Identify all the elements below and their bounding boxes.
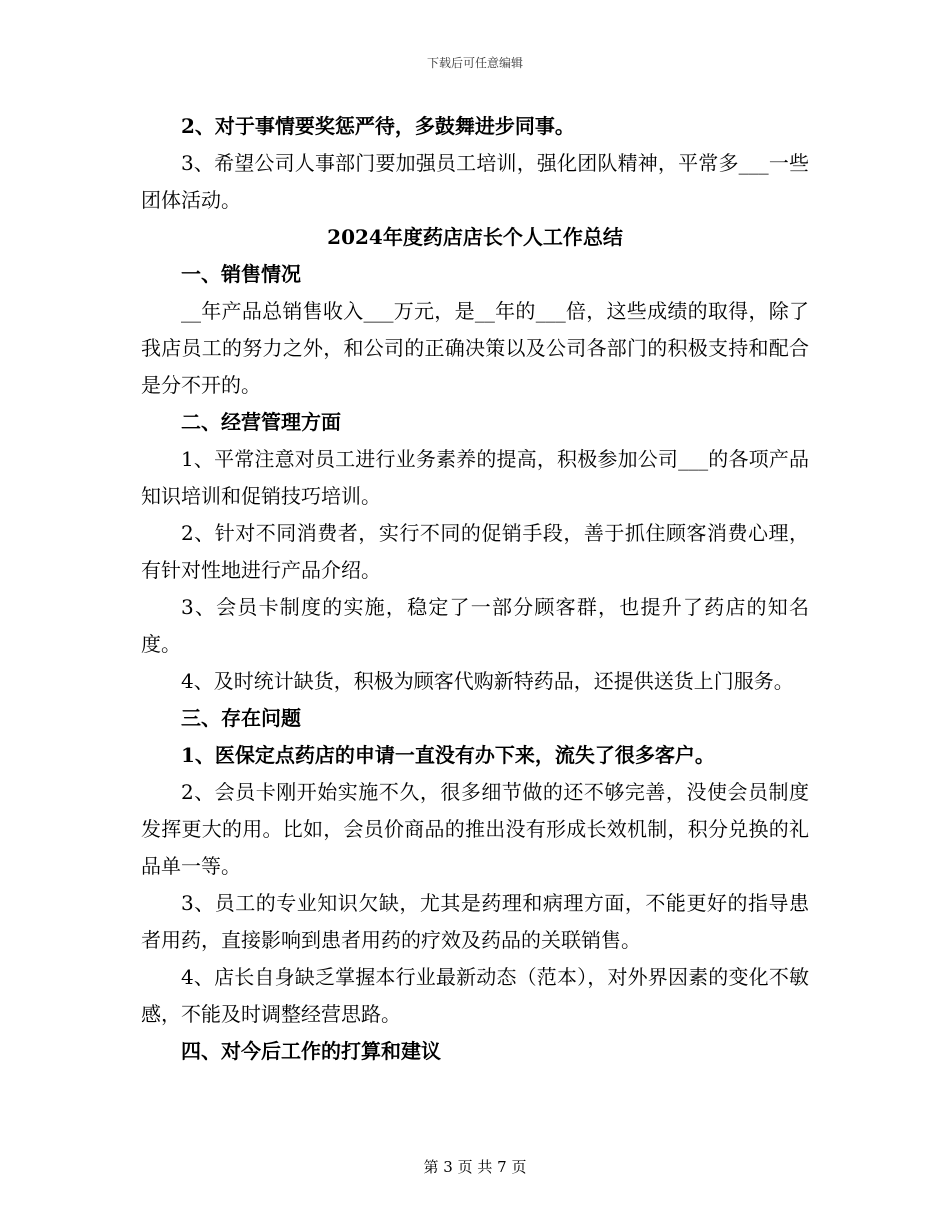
page-header: 下载后可任意编辑	[426, 56, 523, 70]
paragraph: 3、会员卡制度的实施，稳定了一部分顾客群，也提升了药店的知名度。	[141, 595, 809, 656]
section-heading: 三、存在问题	[181, 706, 301, 730]
paragraph: 4、店长自身缺乏掌握本行业最新动态（范本），对外界因素的变化不敏感，不能及时调整经营思路。	[141, 965, 809, 1026]
document-body	[141, 108, 809, 1070]
paragraph: 2、会员卡刚开始实施不久，很多细节做的还不够完善，没使会员制度发挥更大的用。比如，会员价商品的推出没有形成长效机制，积分兑换的礼品单一等。	[141, 780, 809, 878]
paragraph: 1、平常注意对员工进行业务素养的提高，积极参加公司___的各项产品知识培训和促销技巧培训。	[141, 447, 809, 508]
paragraph: 2、针对不同消费者，实行不同的促销手段，善于抓住顾客消费心理，有针对性地进行产品介绍。	[141, 521, 809, 582]
page-footer: 第 3 页 共 7 页	[423, 1158, 527, 1176]
section-heading: 1、医保定点药店的申请一直没有办下来，流失了很多客户。	[181, 743, 715, 767]
section-title: 2024年度药店店长个人工作总结	[327, 225, 623, 249]
paragraph: 3、员工的专业知识欠缺，尤其是药理和病理方面，不能更好的指导患者用药，直接影响到患者用药的疗效及药品的关联销售。	[141, 891, 809, 952]
section-heading: 2、对于事情要奖惩严待，多鼓舞进步同事。	[181, 114, 575, 138]
section-heading: 四、对今后工作的打算和建议	[181, 1039, 441, 1063]
paragraph: __年产品总销售收入___万元，是__年的___倍，这些成绩的取得，除了我店员工的努力之外，和公司的正确决策以及公司各部门的积极支持和配合是分不开的。	[141, 299, 809, 397]
paragraph: 3、希望公司人事部门要加强员工培训，强化团队精神，平常多___一些团体活动。	[141, 151, 809, 212]
paragraph: 4、及时统计缺货，积极为顾客代购新特药品，还提供送货上门服务。	[181, 669, 794, 693]
section-heading: 二、经营管理方面	[181, 410, 341, 434]
section-heading: 一、销售情况	[181, 262, 301, 286]
